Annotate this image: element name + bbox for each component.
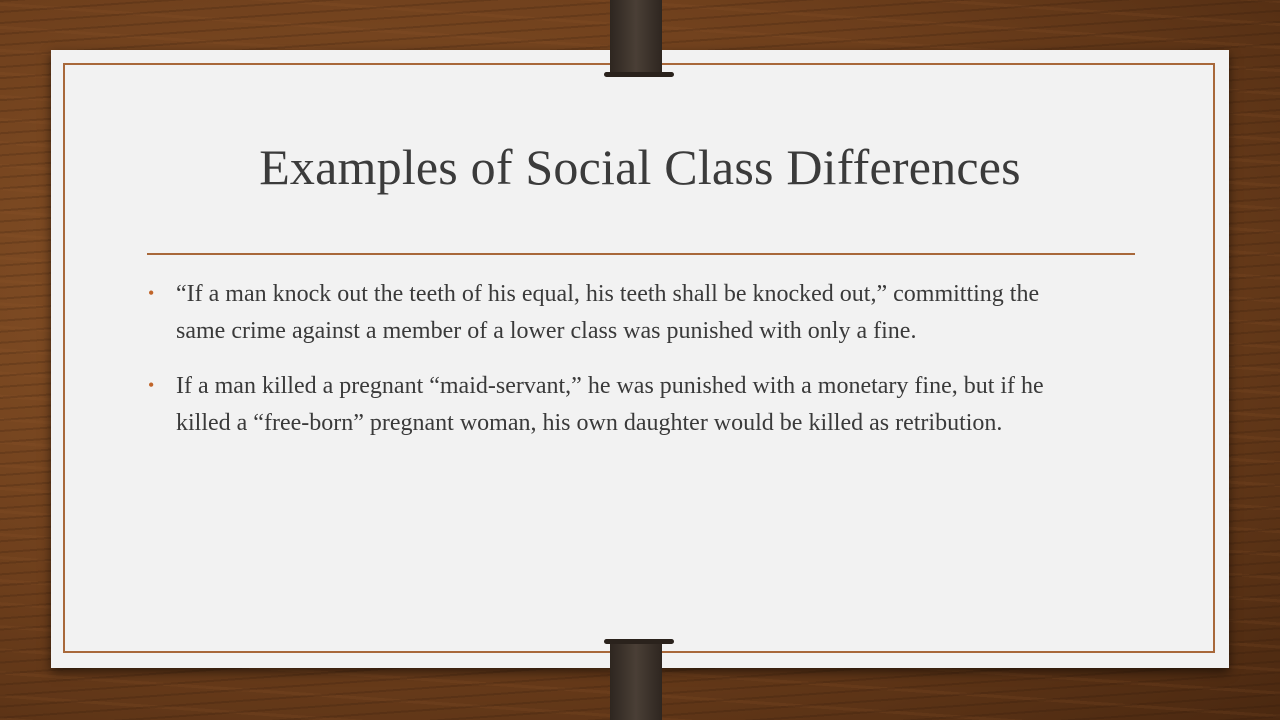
bullet-dot-icon: •: [148, 375, 155, 395]
bullet-item: [148, 276, 1088, 350]
title-divider: [147, 253, 1135, 255]
bullet-text: “If a man knock out the teeth of his equal, his teeth shall be knocked out,” committing the same crime against a member of a lower class was punished with only a fine.: [176, 281, 1040, 344]
top-clip: [610, 0, 662, 76]
bullet-text: If a man killed a pregnant “maid-servant,” he was punished with a monetary fine, but if he killed a “free-born” pregnant woman, his own daughter would be killed as retribution.: [176, 373, 1044, 436]
bullet-list: [148, 276, 1088, 460]
bullet-dot-icon: •: [148, 283, 155, 303]
slide-title: Examples of Social Class Differences: [259, 139, 1021, 195]
bullet-item: [148, 368, 1088, 442]
top-clip-cap: [604, 72, 674, 77]
bottom-clip-cap: [604, 639, 674, 644]
bottom-clip: [610, 640, 662, 720]
